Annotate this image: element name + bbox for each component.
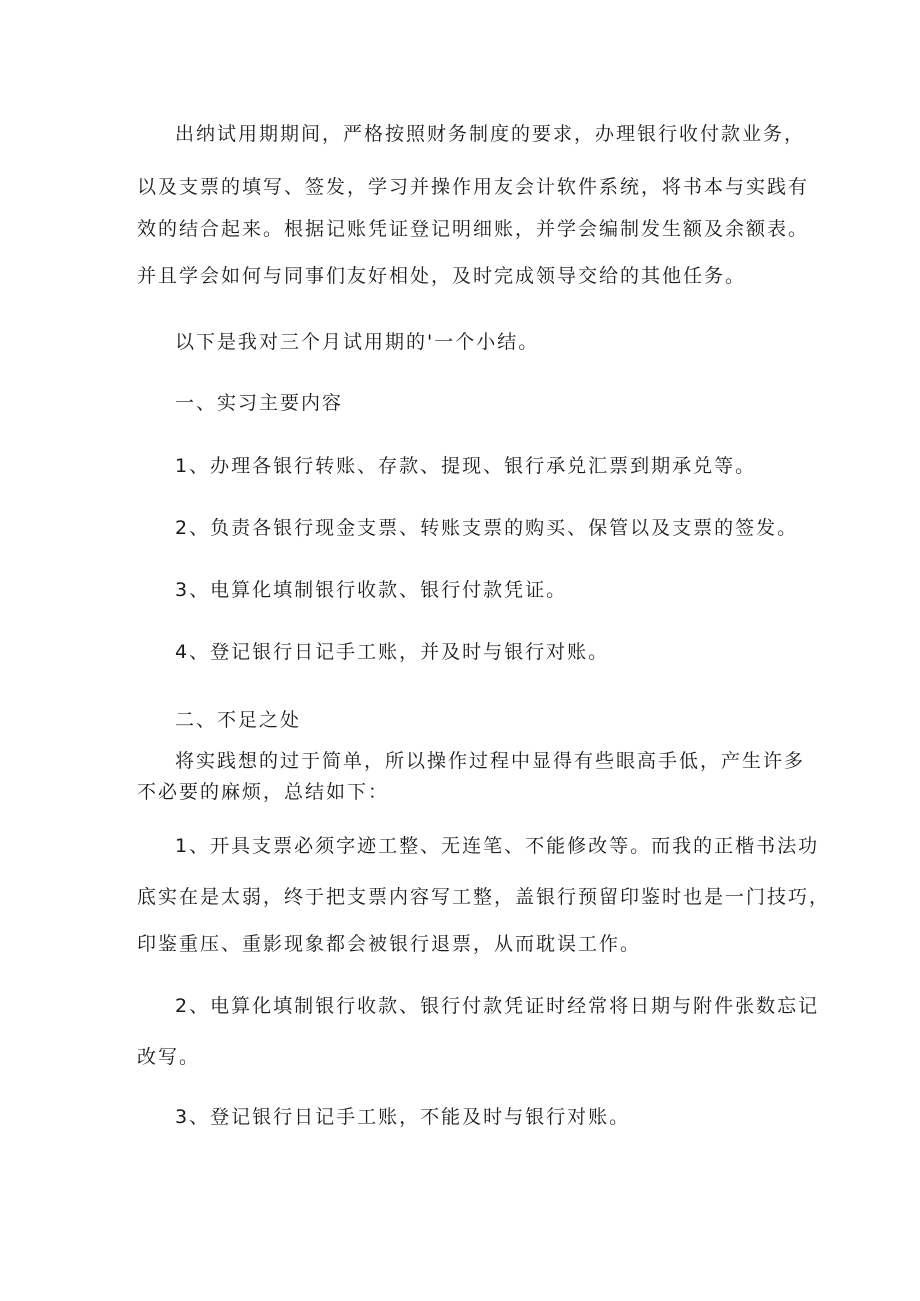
intro-line-4: 并且学会如何与同事们友好相处，及时完成领导交给的其他任务。: [137, 265, 747, 287]
section2-item2-line-1: 2、电算化填制银行收款、银行付款凭证时经常将日期与附件张数忘记: [175, 995, 820, 1017]
intro-line-1: 出纳试用期期间，严格按照财务制度的要求，办理银行收付款业务，: [175, 123, 806, 145]
intro-line-2: 以及支票的填写、签发，学习并操作用友会计软件系统，将书本与实践有: [137, 176, 810, 198]
section1-item-3: 3、电算化填制银行收款、银行付款凭证。: [175, 579, 568, 601]
section1-heading: 一、实习主要内容: [175, 392, 344, 414]
section2-intro-line-2: 不必要的麻烦，总结如下：: [137, 781, 390, 803]
section2-heading: 二、不足之处: [175, 709, 302, 731]
section1-item-1: 1、办理各银行转账、存款、提现、银行承兑汇票到期承兑等。: [175, 455, 757, 477]
section1-item-4: 4、登记银行日记手工账，并及时与银行对账。: [175, 641, 610, 663]
summary-lead: 以下是我对三个月试用期的'一个小结。: [175, 331, 540, 353]
intro-line-3: 效的结合起来。根据记账凭证登记明细账，并学会编制发生额及余额表。: [137, 218, 810, 240]
section2-intro-line-1: 将实践想的过于简单，所以操作过程中显得有些眼高手低，产生许多: [175, 750, 806, 772]
section2-item3-line-1: 3、登记银行日记手工账，不能及时与银行对账。: [175, 1106, 631, 1128]
section2-item1-line-2: 底实在是太弱，终于把支票内容写工整，盖银行预留印鉴时也是一门技巧，: [137, 886, 831, 908]
section2-item2-line-2: 改写。: [137, 1046, 201, 1068]
section2-item1-line-1: 1、开具支票必须字迹工整、无连笔、不能修改等。而我的正楷书法功: [175, 835, 820, 857]
section2-item1-line-3: 印鉴重压、重影现象都会被银行退票，从而耽误工作。: [137, 933, 642, 955]
section1-item-2: 2、负责各银行现金支票、转账支票的购买、保管以及支票的签发。: [175, 517, 799, 539]
